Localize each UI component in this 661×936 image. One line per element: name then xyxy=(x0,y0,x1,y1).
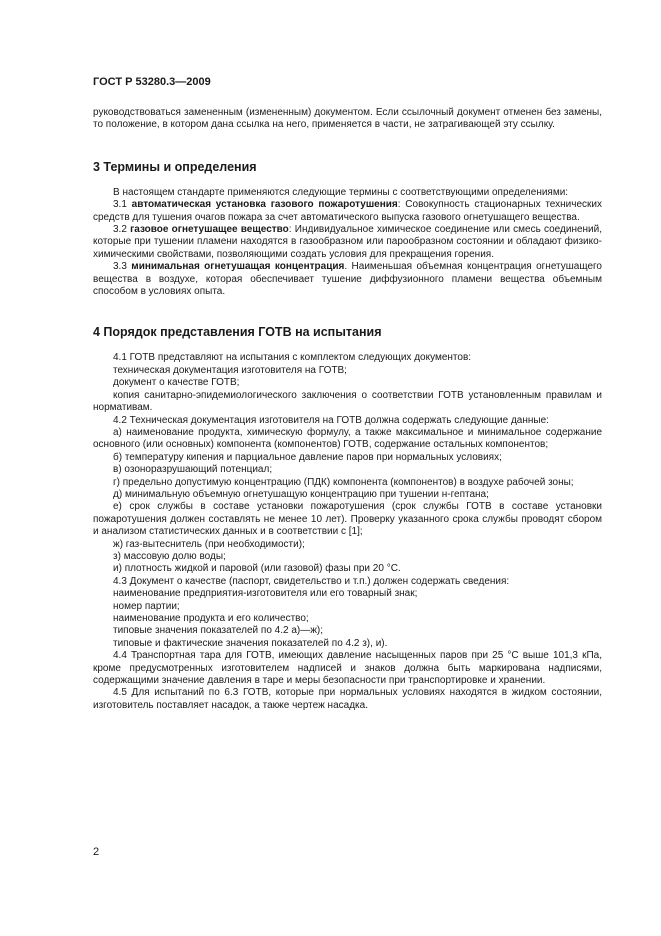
clause-4-2-item: в) озоноразрушающий потенциал; xyxy=(113,464,273,476)
clause-4-2-item: и) плотность жидкой и паровой (или газовой) фазы при 20 °С. xyxy=(113,563,401,575)
clause-4-2-item: ж) газ-вытеснитель (при необходимости); xyxy=(113,538,305,550)
clause-4-3-item: наименование продукта и его количество; xyxy=(113,613,309,624)
clause-4-3-item: типовые и фактические значения показателей по 4.2 з), и). xyxy=(113,637,388,649)
clause-4-1: 4.1 ГОТВ представляют на испытания с комплектом следующих документов: xyxy=(113,352,472,364)
clause-4-2-item: е) срок службы в составе установки пожаротушения (срок службы ГОТВ в составе установки пожаротушения должен составлять не менее 10 лет). Проверку указанного срока службы проводят сбором и анализом статистических данных и в соответствии с [1]; xyxy=(93,501,602,538)
clause-4-4: 4.4 Транспортная тара для ГОТВ, имеющих давление насыщенных паров при 25 °С выше 101,3 кПа, кроме предусмотренных изготовителем надписей и знаков должна быть маркирована надписями, содержащими значение давления в таре и меры безопасности при транспортировке и хранении. xyxy=(93,650,602,687)
clause-4-1-item: документ о качестве ГОТВ; xyxy=(113,377,240,389)
section-3-lead: В настоящем стандарте применяются следующие термины с соответствующими определениями: xyxy=(113,186,569,198)
clause-4-3-item: номер партии; xyxy=(113,600,180,612)
clause-4-2: 4.2 Техническая документация изготовителя на ГОТВ должна содержать следующие данные: xyxy=(113,414,549,426)
intro-paragraph: руководствоваться замененным (измененным) документом. Если ссылочный документ отменен без замены, то положение, в котором дана ссылка на него, применяется в части, не затрагивающей эту ссылку. xyxy=(93,107,602,131)
clause-4-2-item: з) массовую долю воды; xyxy=(113,550,226,562)
page-number: 2 xyxy=(93,846,100,858)
term-3-2-number: 3.2 xyxy=(113,224,131,236)
term-3-3-definition: . Наименьшая объемная концентрация огнетушащего вещества в воздухе, которая обеспечивает тушение диффузионного пламени вещества объемным способом в условиях опыта. xyxy=(93,261,602,298)
clause-4-1-item: копия санитарно-эпидемиологического заключения о соответствии ГОТВ установленным правилам и нормативам. xyxy=(93,389,602,414)
clause-4-2-item: г) предельно допустимую концентрацию (ПДК) компонента (компонентов) в воздухе рабочей зоны; xyxy=(113,476,574,488)
clause-4-3-item: наименование предприятия-изготовителя или его товарный знак; xyxy=(113,588,418,600)
document-header: ГОСТ Р 53280.3—2009 xyxy=(93,76,211,88)
term-3-2-name: газовое огнетушащее вещество xyxy=(130,224,289,236)
term-3-1-number: 3.1 xyxy=(113,199,132,211)
clause-4-5: 4.5 Для испытаний по 6.3 ГОТВ, которые при нормальных условиях находятся в жидком состоянии, изготовитель поставляет насадок, а также чертеж насадка. xyxy=(93,687,602,711)
clause-4-1-item: техническая документация изготовителя на ГОТВ; xyxy=(113,364,347,376)
clause-4-2-item: д) минимальную объемную огнетушащую концентрацию при тушении н-гептана; xyxy=(113,488,489,500)
clause-4-2-item: б) температуру кипения и парциальное давление паров при нормальных условиях; xyxy=(113,451,502,463)
clause-4-2-item: а) наименование продукта, химическую формулу, а также максимальное и минимальное содержание основного (или основных) компонента (компонентов) ГОТВ, содержание остальных компонентов; xyxy=(93,426,602,451)
term-3-2 xyxy=(93,224,602,261)
term-3-3-number: 3.3 xyxy=(113,261,132,273)
term-3-3-name: минимальная огнетушащая концентрация xyxy=(131,261,345,273)
clause-4-3: 4.3 Документ о качестве (паспорт, свидетельство и т.п.) должен содержать сведения: xyxy=(113,575,510,587)
section-4-heading: 4 Порядок представления ГОТВ на испытания xyxy=(93,325,382,340)
section-3-heading: 3 Термины и определения xyxy=(93,159,257,174)
term-3-1 xyxy=(93,199,602,224)
term-3-1-definition: : Совокупность стационарных технических средств для тушения очагов пожара за счет автоматического выпуска газового огнетушащего вещества. xyxy=(93,199,602,223)
term-3-2-definition: : Индивидуальное химическое соединение или смесь соединений, которые при тушении пламени находятся в газообразном или парообразном состоянии и обладают физико-химическими свойствами, позволяющими создать условия для прекращения горения. xyxy=(93,224,603,260)
term-3-3 xyxy=(93,261,602,298)
document-body xyxy=(93,107,602,712)
term-3-1-name: автоматическая установка газового пожаротушения xyxy=(131,199,398,211)
clause-4-3-item: типовые значения показателей по 4.2 а)—ж); xyxy=(113,625,324,637)
